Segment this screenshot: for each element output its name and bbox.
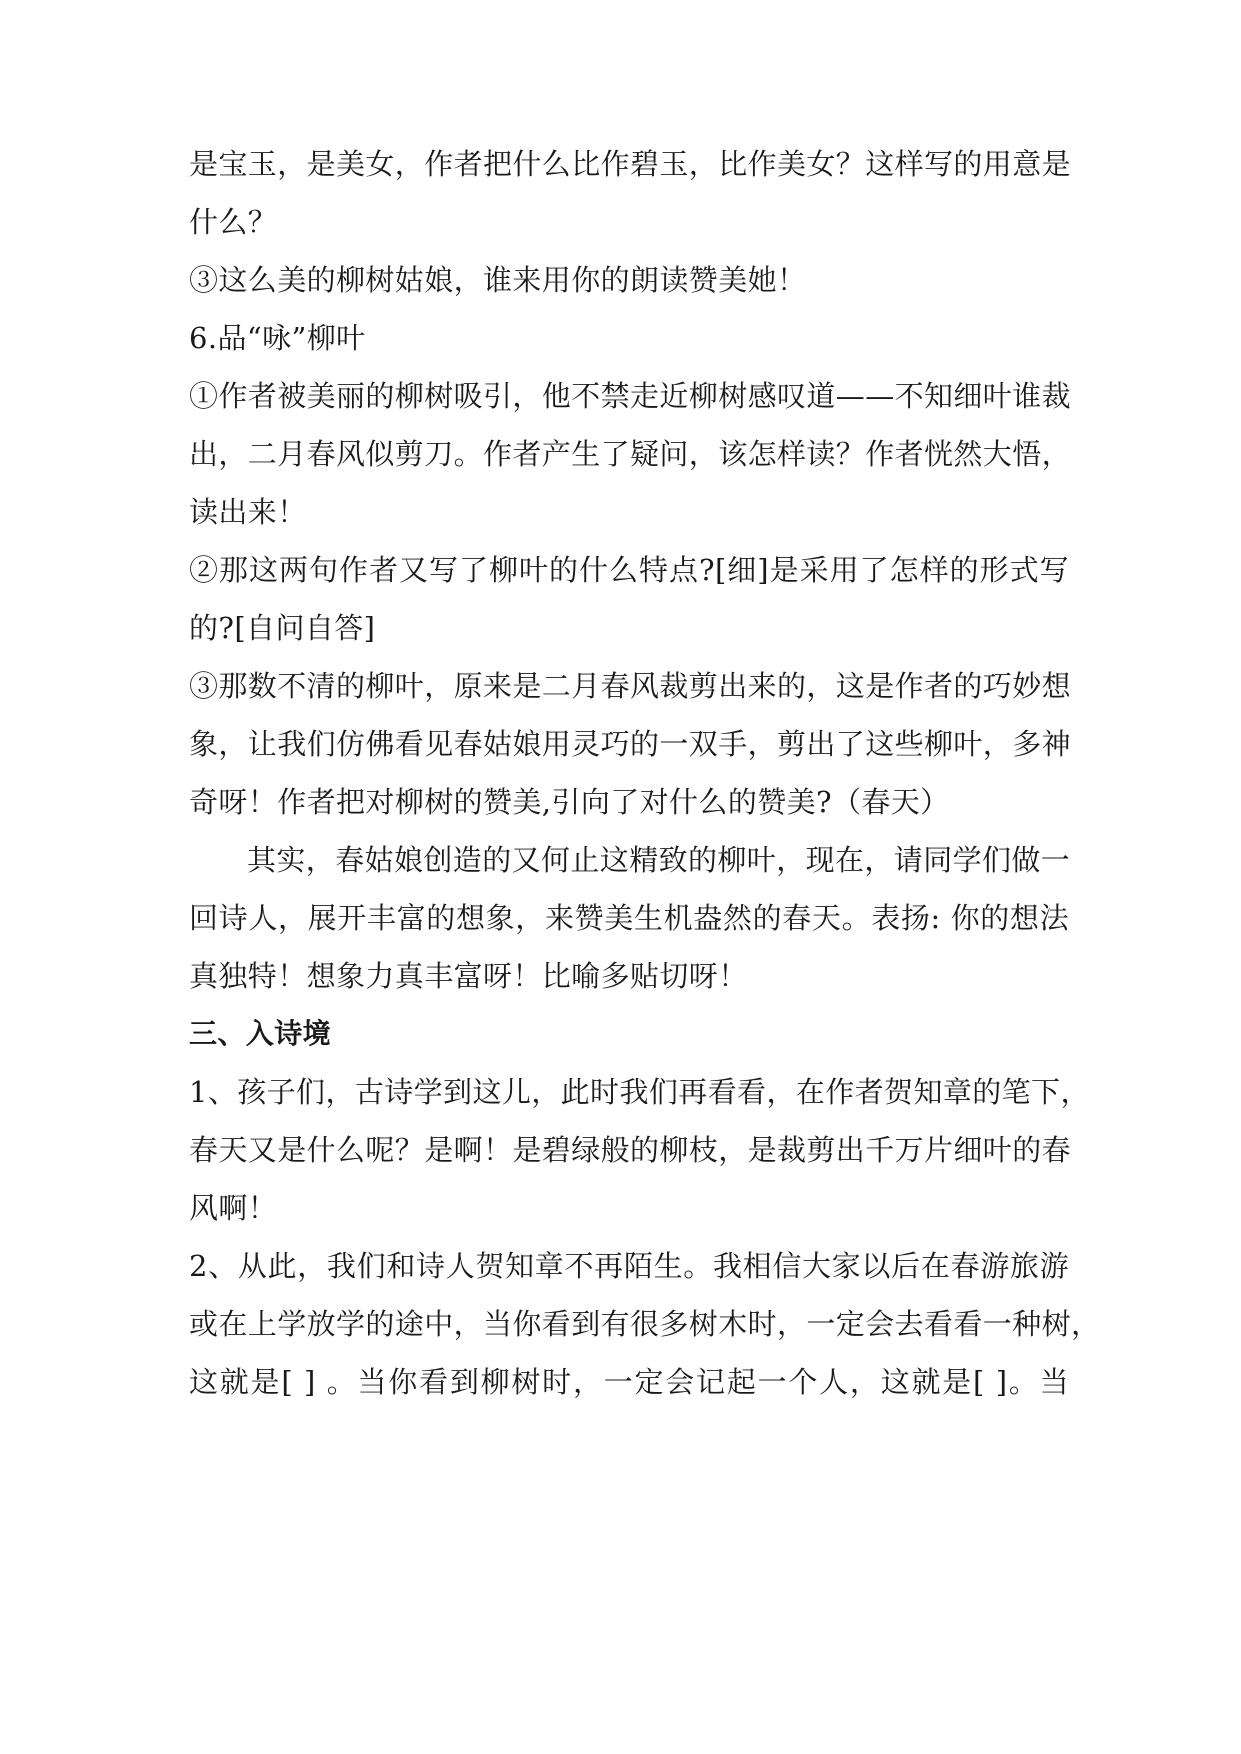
text-line-12: 奇呀！作者把对柳树的赞美,引向了对什么的赞美?（春天） [189, 785, 950, 819]
text-line-21: 或在上学放学的途中，当你看到有很多树木时，一定会去看看一种树， [189, 1307, 1101, 1341]
text-line-19: 风啊！ [189, 1191, 278, 1225]
text-line-22: 这就是[ ] 。当你看到柳树时，一定会记起一个人，这就是[ ]。当 [189, 1365, 1069, 1399]
text-line-17: 1、孩子们，古诗学到这儿，此时我们再看看，在作者贺知章的笔下， [189, 1075, 1090, 1109]
text-line-20: 2、从此，我们和诗人贺知章不再陌生。我相信大家以后在春游旅游 [189, 1249, 1069, 1283]
text-line-9: 的?[自问自答] [189, 611, 376, 645]
text-line-2: 什么？ [189, 205, 278, 239]
section-heading-3: 三、入诗境 [189, 1017, 332, 1050]
text-line-7: 读出来！ [189, 495, 307, 529]
text-line-18: 春天又是什么呢？是啊！是碧绿般的柳枝，是裁剪出千万片细叶的春 [189, 1133, 1072, 1167]
text-line-1: 是宝玉，是美女，作者把什么比作碧玉，比作美女？这样写的用意是 [189, 147, 1072, 181]
text-line-8: ②那这两句作者又写了柳叶的什么特点?[细]是采用了怎样的形式写 [189, 553, 1069, 587]
text-line-15: 真独特！想象力真丰富呀！比喻多贴切呀！ [189, 959, 748, 993]
text-line-5: ①作者被美丽的柳树吸引，他不禁走近柳树感叹道——不知细叶谁裁 [189, 379, 1072, 413]
text-line-11: 象，让我们仿佛看见春姑娘用灵巧的一双手，剪出了这些柳叶，多神 [189, 727, 1072, 761]
text-line-10: ③那数不清的柳叶，原来是二月春风裁剪出来的，这是作者的巧妙想 [189, 669, 1072, 703]
text-line-13: 其实，春姑娘创造的又何止这精致的柳叶，现在，请同学们做一 [247, 843, 1071, 877]
text-line-14: 回诗人，展开丰富的想象，来赞美生机盎然的春天。表扬: 你的想法 [189, 901, 1069, 935]
text-line-3: ③这么美的柳树姑娘，谁来用你的朗读赞美她！ [189, 263, 807, 297]
text-line-6: 出，二月春风似剪刀。作者产生了疑问，该怎样读？作者恍然大悟， [189, 437, 1072, 471]
section-heading-6: 6.品“咏”柳叶 [189, 321, 366, 355]
